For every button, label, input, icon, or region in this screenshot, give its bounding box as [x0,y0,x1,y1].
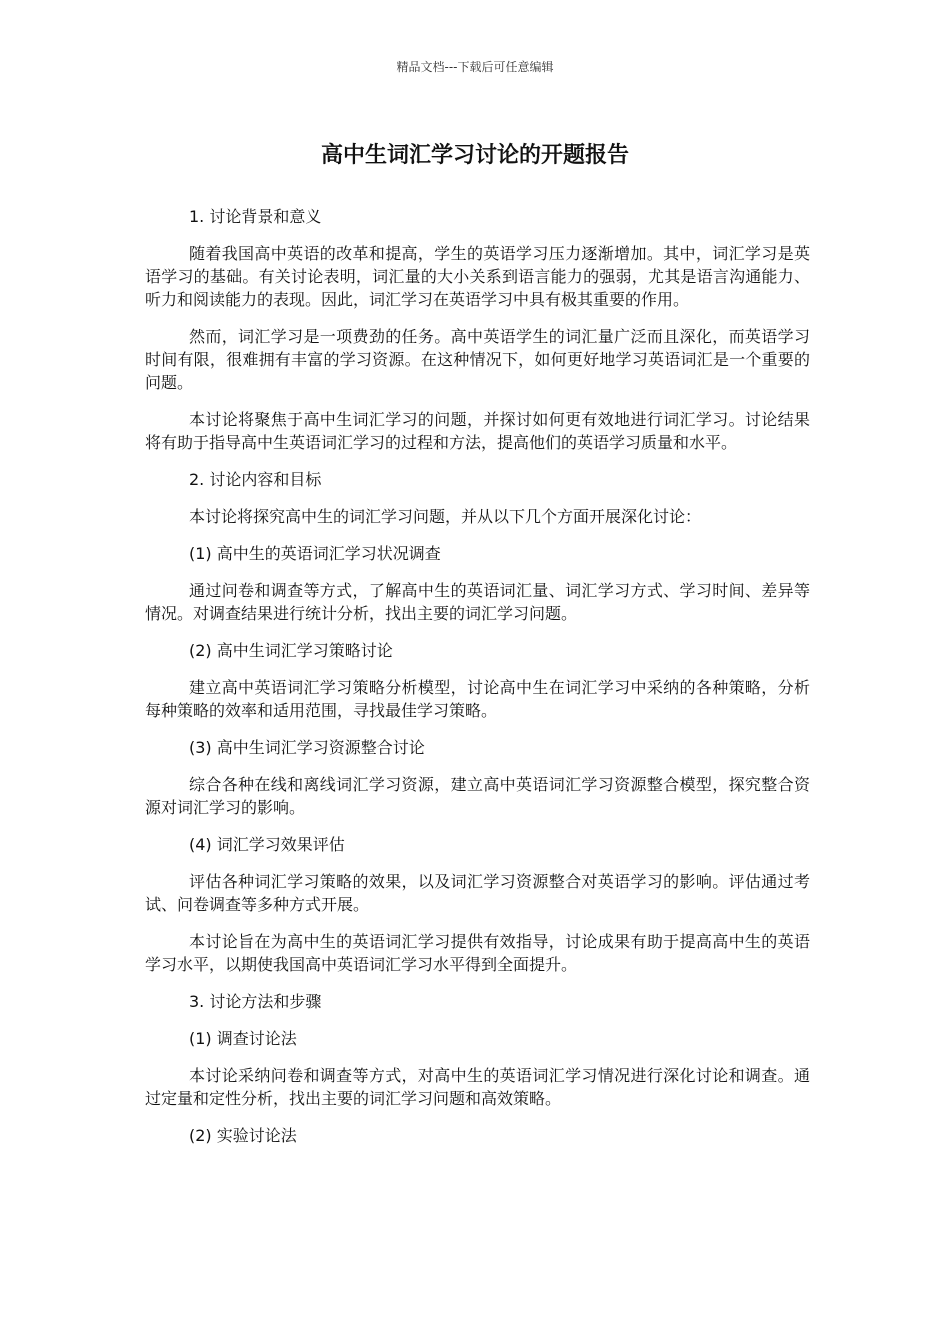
subheading: (3) 高中生词汇学习资源整合讨论 [189,738,425,757]
subheading: (1) 调查讨论法 [189,1029,297,1048]
heading-3: 3. 讨论方法和步骤 [189,992,322,1011]
heading-2: 2. 讨论内容和目标 [189,470,322,489]
heading-1: 1. 讨论背景和意义 [189,207,322,226]
paragraph: 随着我国高中英语的改革和提高，学生的英语学习压力逐渐增加。其中，词汇学习是英语学习的基础。有关讨论表明，词汇量的大小关系到语言能力的强弱，尤其是语言沟通能力、听力和阅读能力的表现。因此，词汇学习在英语学习中具有极其重要的作用。 [145,244,810,309]
paragraph: 本讨论将探究高中生的词汇学习问题，并从以下几个方面开展深化讨论： [189,507,702,526]
paragraph: 综合各种在线和离线词汇学习资源，建立高中英语词汇学习资源整合模型，探究整合资源对词汇学习的影响。 [145,775,810,817]
paragraph: 本讨论将聚焦于高中生词汇学习的问题，并探讨如何更有效地进行词汇学习。讨论结果将有助于指导高中生英语词汇学习的过程和方法，提高他们的英语学习质量和水平。 [145,410,810,452]
subheading: (4) 词汇学习效果评估 [189,835,345,854]
subheading: (2) 高中生词汇学习策略讨论 [189,641,393,660]
document-title: 高中生词汇学习讨论的开题报告 [320,143,629,168]
paragraph: 建立高中英语词汇学习策略分析模型，讨论高中生在词汇学习中采纳的各种策略，分析每种策略的效率和适用范围，寻找最佳学习策略。 [145,678,810,720]
subheading: (2) 实验讨论法 [189,1126,297,1145]
subheading: (1) 高中生的英语词汇学习状况调查 [189,544,441,563]
paragraph: 通过问卷和调查等方式，了解高中生的英语词汇量、词汇学习方式、学习时间、差异等情况。对调查结果进行统计分析，找出主要的词汇学习问题。 [145,581,810,623]
paragraph: 本讨论旨在为高中生的英语词汇学习提供有效指导，讨论成果有助于提高高中生的英语学习水平，以期使我国高中英语词汇学习水平得到全面提升。 [145,932,810,974]
paragraph: 本讨论采纳问卷和调查等方式，对高中生的英语词汇学习情况进行深化讨论和调查。通过定量和定性分析，找出主要的词汇学习问题和高效策略。 [145,1066,810,1108]
paragraph: 评估各种词汇学习策略的效果，以及词汇学习资源整合对英语学习的影响。评估通过考试、问卷调查等多种方式开展。 [145,872,810,914]
paragraph: 然而，词汇学习是一项费劲的任务。高中英语学生的词汇量广泛而且深化，而英语学习时间有限，很难拥有丰富的学习资源。在这种情况下，如何更好地学习英语词汇是一个重要的问题。 [145,327,810,392]
document-body [145,205,810,1161]
page-header: 精品文档---下载后可任意编辑 [396,60,554,74]
